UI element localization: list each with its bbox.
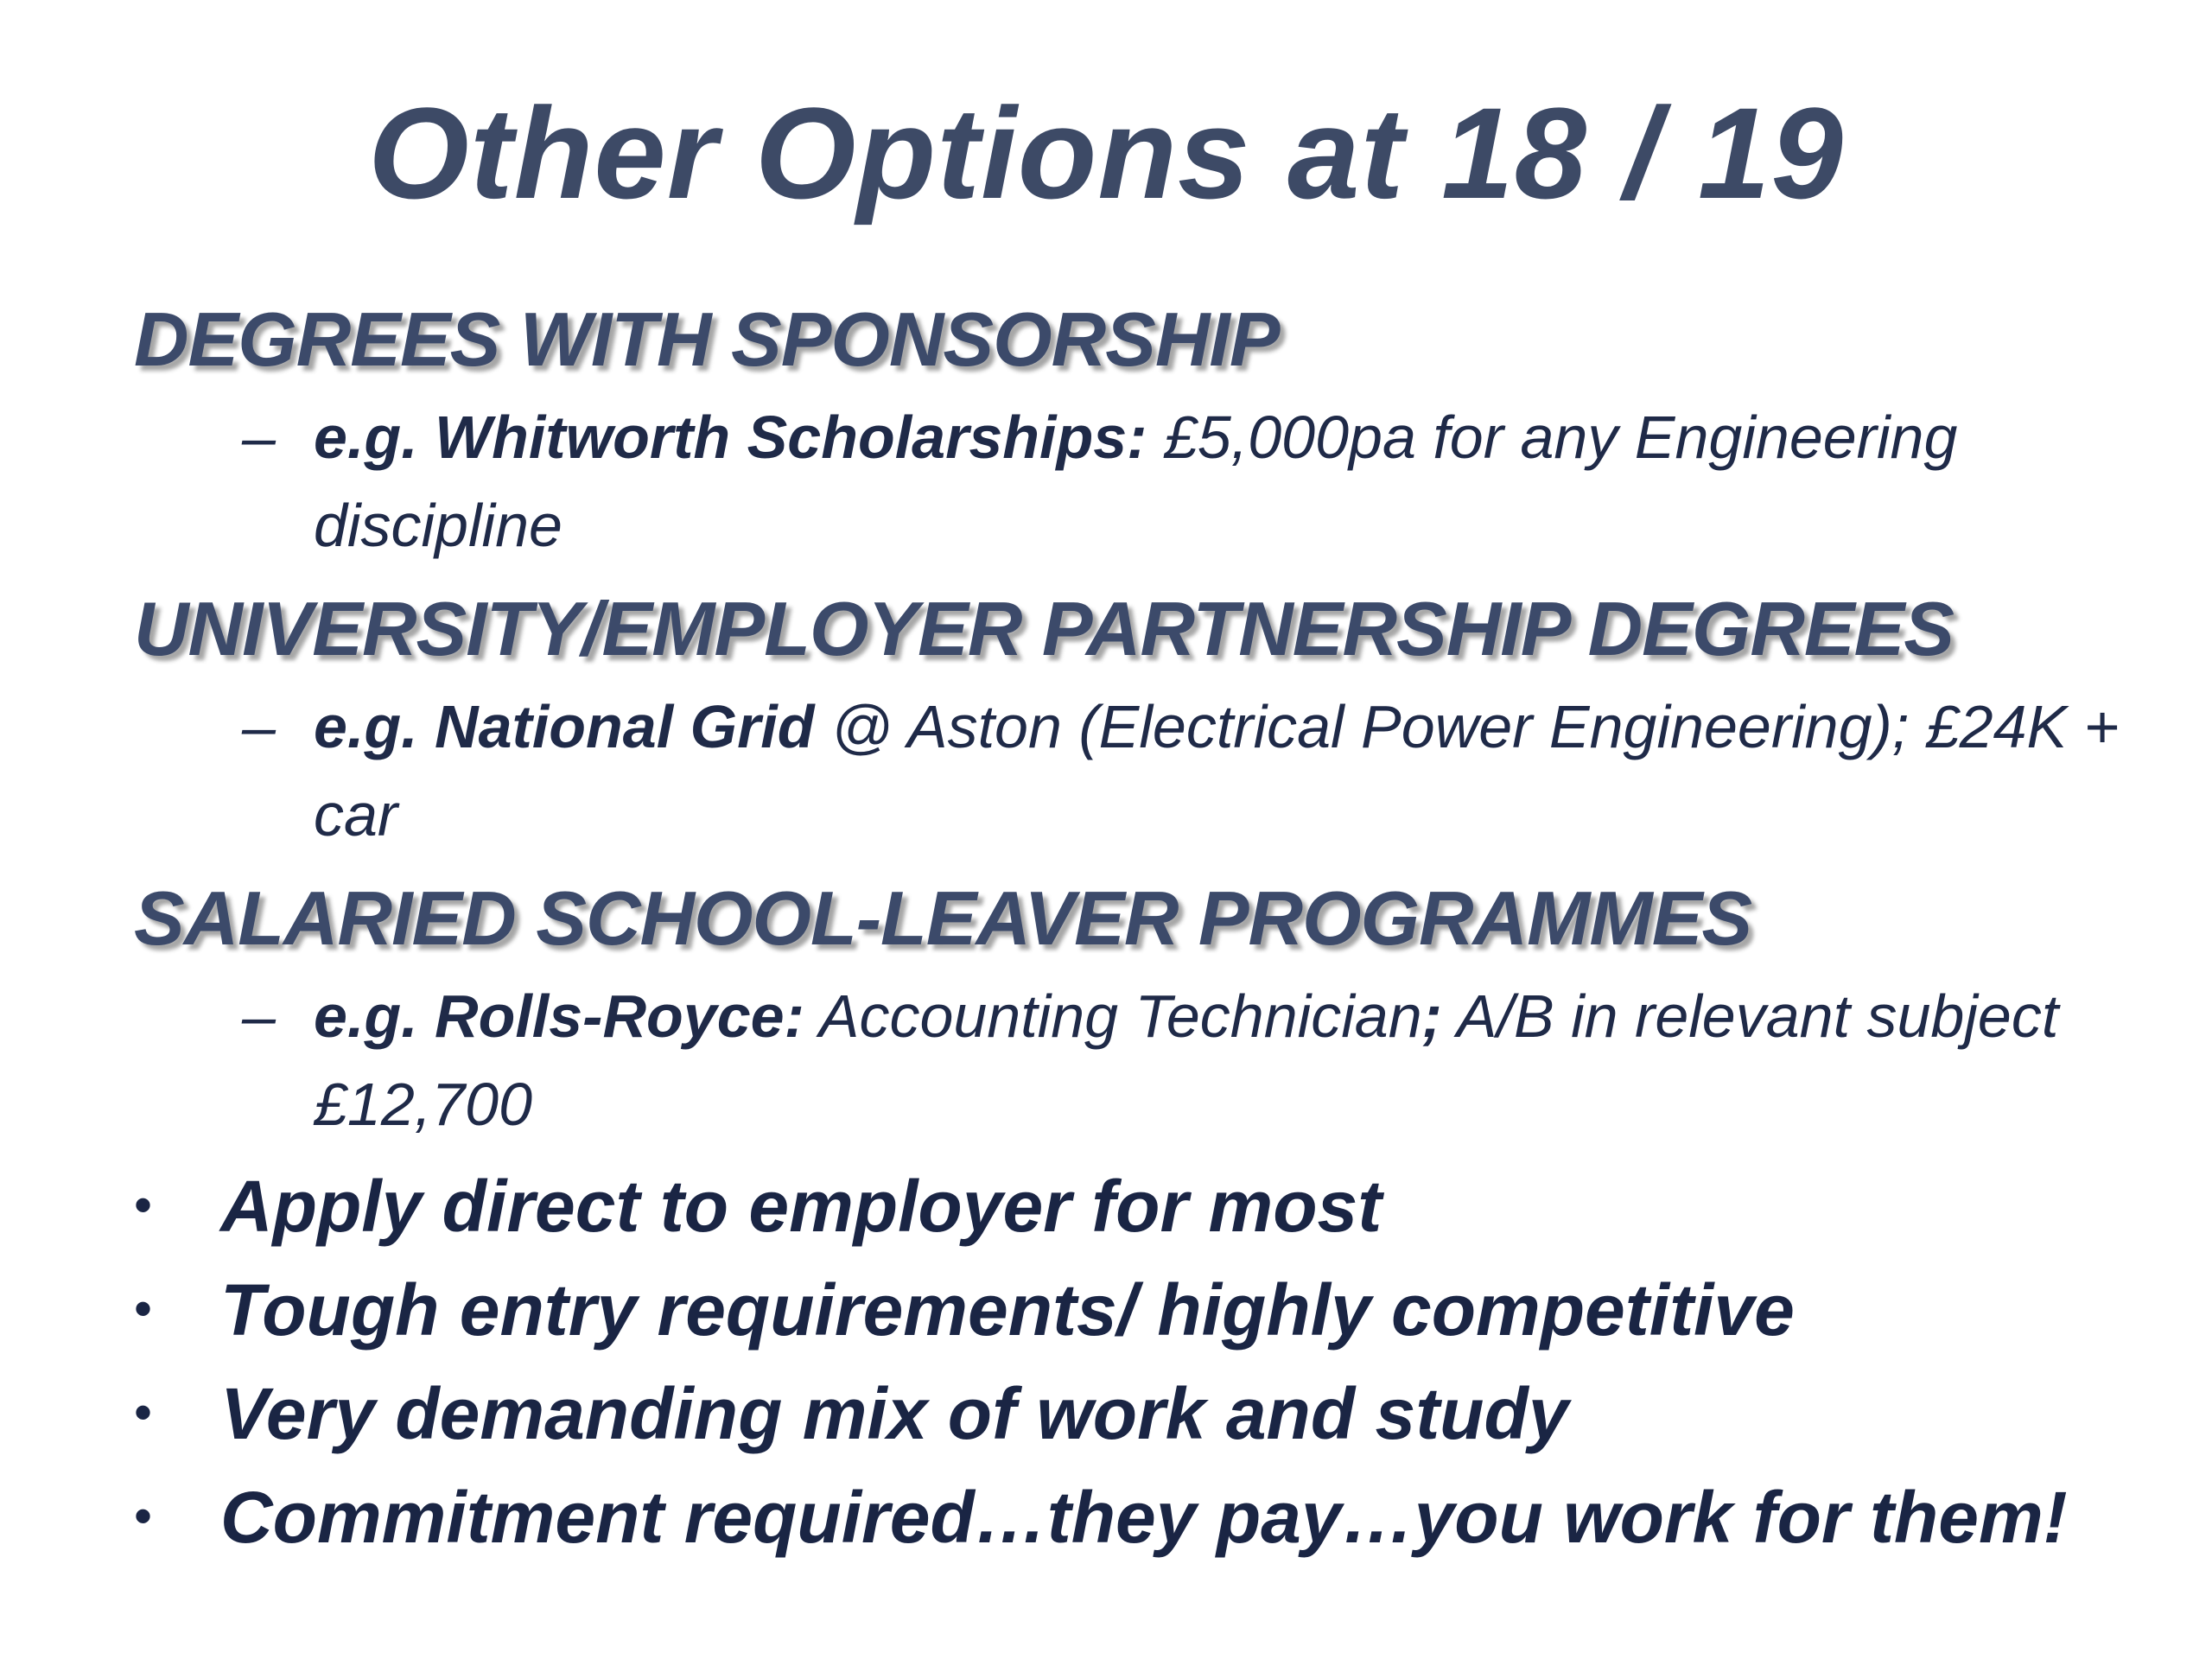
bullet-item: [134, 1165, 1382, 1249]
section-heading-partnership: UNIVERSITY/EMPLOYER PARTNERSHIP DEGREES: [134, 586, 1954, 671]
example-bold: e.g. Rolls-Royce:: [314, 982, 804, 1050]
bullet-text: Commitment required…they pay…you work for them!: [220, 1477, 2068, 1558]
bullet-dot: •: [134, 1383, 153, 1442]
bullet-item: [134, 1268, 1795, 1352]
example-rest: £5,000pa for any Engineering discipline: [314, 404, 1958, 559]
example-rest: @ Aston (Electrical Power Engineering); £24K + car: [314, 693, 2120, 849]
dash-marker: –: [242, 982, 276, 1050]
section-example-sponsorship: [242, 393, 2126, 569]
section-heading-school-leaver: SALARIED SCHOOL-LEAVER PROGRAMMES: [134, 875, 1752, 961]
section-example-school-leaver: [242, 972, 2126, 1148]
section-example-partnership: [242, 683, 2126, 859]
bullet-text: Very demanding mix of work and study: [220, 1373, 1569, 1454]
dash-marker: –: [242, 404, 276, 471]
example-rest-1: Accounting Technician: [804, 982, 1422, 1050]
example-bold: e.g. Whitworth Scholarships:: [314, 404, 1147, 471]
example-text: [314, 683, 2126, 859]
bullet-item: [134, 1372, 1569, 1456]
bullet-dot: •: [134, 1176, 153, 1235]
slide-title: Other Options at 18 / 19: [368, 80, 1844, 226]
example-text: [314, 393, 2126, 569]
bullet-text: Tough entry requirements/ highly competitive: [220, 1269, 1795, 1351]
bullet-dot: •: [134, 1487, 153, 1546]
example-bold: e.g. National Grid: [314, 693, 815, 760]
bullet-dot: •: [134, 1280, 153, 1338]
dash-marker: –: [242, 693, 276, 760]
example-text: [314, 972, 2126, 1148]
example-bold-2: ;: [1421, 982, 1442, 1050]
bullet-item: [134, 1476, 2068, 1560]
bullet-text: Apply direct to employer for most: [220, 1166, 1382, 1247]
section-heading-sponsorship: DEGREES WITH SPONSORSHIP: [134, 296, 1280, 382]
example-rest-2: A/B in relevant subject £12,700: [314, 982, 2059, 1138]
